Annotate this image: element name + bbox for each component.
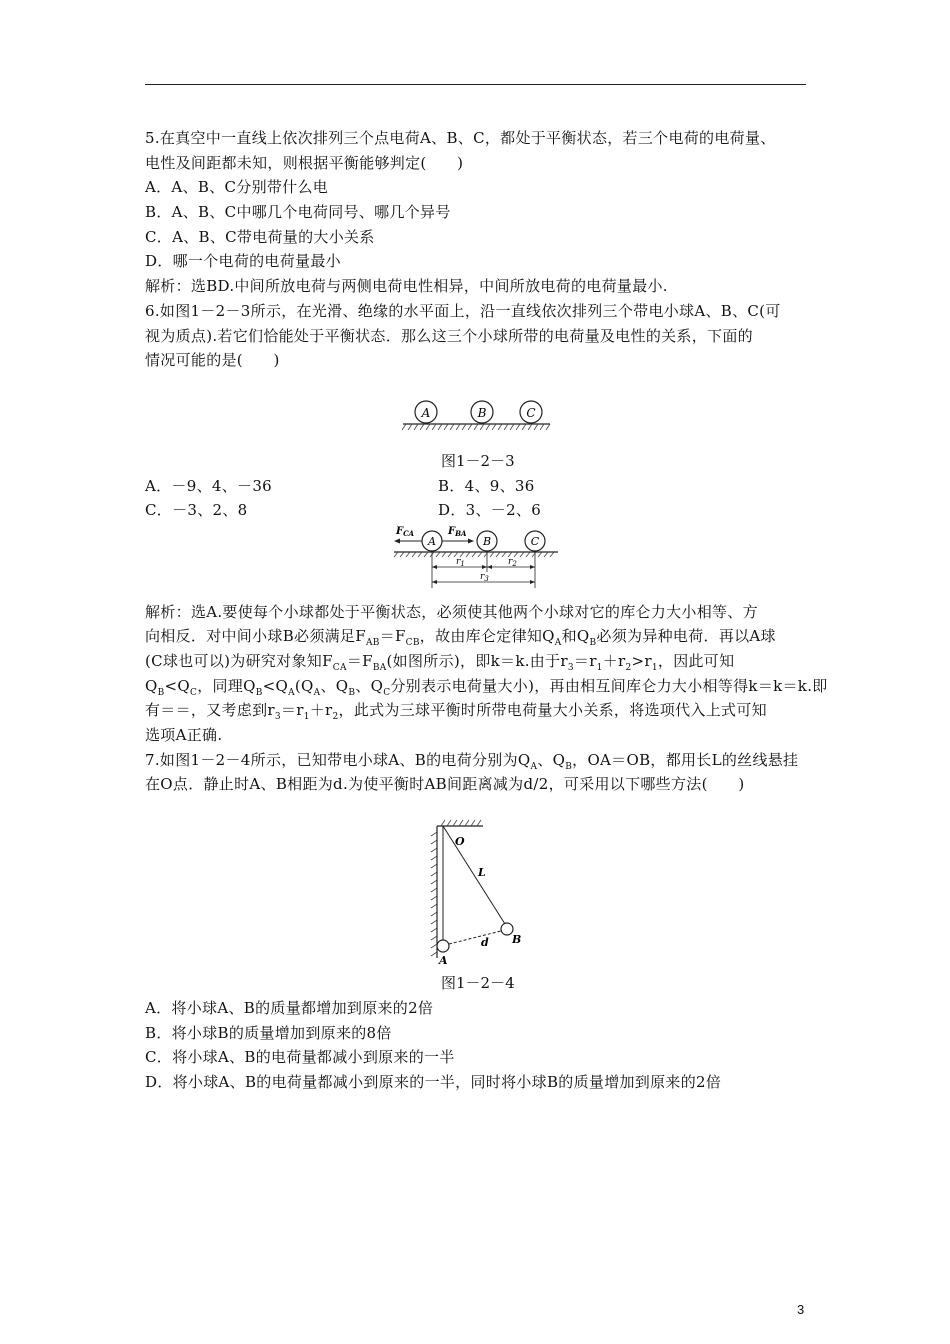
figure-1-2-3	[400, 397, 552, 437]
q6-analysis-line-6: 选项A正确.	[145, 726, 223, 744]
q5-option-d: D．哪一个电荷的电荷量最小	[145, 252, 341, 270]
thread-ob	[443, 826, 505, 924]
ground-hatch	[402, 424, 550, 430]
label-o: O	[455, 835, 465, 848]
header-rule	[145, 84, 806, 85]
ball-b-label: B	[477, 406, 487, 420]
ball-a-label: A	[428, 535, 436, 548]
q6-option-c: C．－3、2、8	[145, 501, 248, 519]
q7-stem-line-2: 在O点．静止时A、B相距为d.为使平衡时AB间距离减为d/2，可采用以下哪些方法( )	[145, 775, 745, 793]
figure-force-diagram	[392, 520, 562, 590]
q5-option-c: C．A、B、C带电荷量的大小关系	[145, 228, 375, 246]
label-d: d	[481, 936, 489, 949]
q6-option-b: B．4、9、36	[438, 477, 535, 495]
q6-stem-line-3: 情况可能的是( )	[145, 351, 280, 369]
q7-option-d: D．将小球A、B的电荷量都减小到原来的一半，同时将小球B的质量增加到原来的2倍	[145, 1073, 722, 1091]
ball-a-label: A	[421, 406, 431, 420]
r1-label: $r_1$	[456, 557, 465, 568]
fba-label: $F_{BA}$	[448, 526, 467, 538]
q7-option-a: A．将小球A、B的质量都增加到原来的2倍	[145, 999, 434, 1017]
q6-option-d: D．3、－2、6	[438, 501, 542, 519]
q5-option-b: B．A、B、C中哪几个电荷同号、哪几个异号	[145, 203, 451, 221]
figure-1-2-4-caption: 图1－2－4	[441, 974, 515, 992]
r3-label: $r_3$	[480, 572, 489, 583]
q5-analysis: 解析：选BD.中间所放电荷与两侧电荷电性相异，中间所放电荷的电荷量最小.	[145, 277, 668, 295]
figure-1-2-4	[425, 818, 535, 968]
ball-c-label: C	[530, 535, 540, 548]
figure-1-2-3-caption: 图1－2－3	[441, 452, 515, 470]
page-number: 3	[797, 1302, 805, 1317]
ball-b-label: B	[482, 535, 492, 548]
q6-analysis-line-5: 有＝＝，又考虑到$r_3=r_1+r_2$，此式为三球平衡时所带电荷量大小关系，将选项代入上式可知	[145, 701, 767, 722]
q5-option-a: A．A、B、C分别带什么电	[145, 178, 329, 196]
q6-analysis-line-3: (C球也可以)为研究对象知$F_{CA}=F_{BA}$(如图所示)，即k＝k.由于$r_3=r_1+r_2>r_1$，因此可知	[145, 652, 735, 673]
q5-stem-line-2: 电性及间距都未知，则根据平衡能够判定( )	[145, 154, 464, 172]
fca-label: $F_{CA}$	[396, 526, 415, 538]
q6-analysis-line-2: 向相反．对中间小球B必须满足$F_{AB}=F_{CB}$，故由库仑定律知$Q_A$和$Q_B$必须为异种电荷．再以A球	[145, 627, 776, 648]
q7-option-b: B．将小球B的质量增加到原来的8倍	[145, 1024, 392, 1042]
q7-stem-line-1: 7.如图1－2－4所示，已知带电小球A、B的电荷分别为$Q_A$、$Q_B$，OA＝OB，都用长L的丝线悬挂	[145, 751, 799, 772]
r2-label: $r_2$	[508, 557, 517, 568]
label-a: A	[439, 954, 448, 967]
ball-c-label: C	[526, 406, 536, 420]
q5-stem-line-1: 5.在真空中一直线上依次排列三个点电荷A、B、C，都处于平衡状态，若三个电荷的电荷量、	[145, 129, 776, 147]
distance-d	[449, 931, 501, 944]
q7-option-c: C．将小球A、B的电荷量都减小到原来的一半	[145, 1048, 455, 1066]
label-b: B	[512, 933, 522, 946]
q6-analysis-line-1: 解析：选A.要使每个小球都处于平衡状态，必须使其他两个小球对它的库仑力大小相等、方	[145, 603, 758, 621]
q6-stem-line-2: 视为质点).若它们恰能处于平衡状态．那么这三个小球所带的电荷量及电性的关系，下面的	[145, 327, 753, 345]
q6-analysis-line-4: $Q_B<Q_C$，同理$Q_B<Q_A(Q_A$、$Q_B$、$Q_C$分别表示电荷量大小)，再由相互间库仑力大小相等得k＝k＝k.即	[145, 677, 828, 698]
label-l: L	[478, 866, 486, 879]
q6-stem-line-1: 6.如图1－2－3所示，在光滑、绝缘的水平面上，沿一直线依次排列三个带电小球A、B、C(可	[145, 302, 781, 320]
q6-option-a: A．－9、4、－36	[145, 477, 273, 495]
ball-a	[437, 940, 449, 952]
